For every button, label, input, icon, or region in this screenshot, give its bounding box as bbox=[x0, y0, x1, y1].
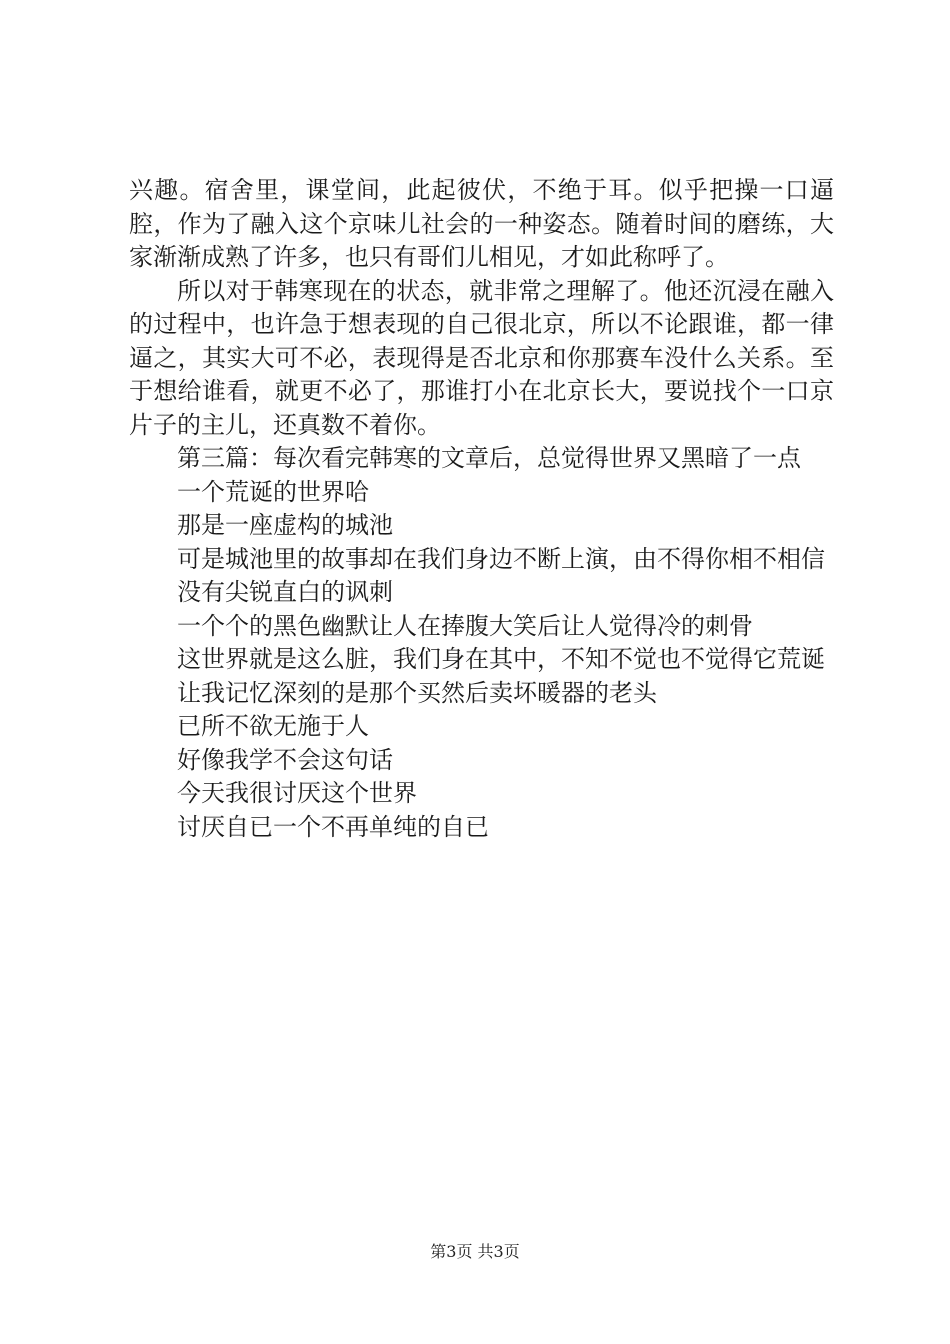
page-footer: 第3页 共3页 bbox=[430, 1242, 520, 1261]
poem-line-4: 没有尖锐直白的讽刺 bbox=[177, 578, 393, 606]
poem-line-2: 那是一座虚构的城池 bbox=[177, 511, 393, 539]
poem-line-6: 这世界就是这么脏，我们身在其中，不知不觉也不觉得它荒诞 bbox=[177, 645, 825, 673]
paragraph-1: 兴趣。宿舍里，课堂间，此起彼伏，不绝于耳。似乎把操一口逼腔，作为了融入这个京味儿社会的一种姿态。随着时间的磨练，大家渐渐成熟了许多，也只有哥们儿相见，才如此称呼了。 bbox=[129, 176, 834, 271]
poem-line-7: 让我记忆深刻的是那个买然后卖坏暖器的老头 bbox=[177, 678, 657, 707]
poem-line-5: 一个个的黑色幽默让人在捧腹大笑后让人觉得冷的刺骨 bbox=[177, 611, 753, 640]
section-heading: 第三篇：每次看完韩寒的文章后，总觉得世界又黑暗了一点 bbox=[177, 444, 801, 472]
poem-line-1: 一个荒诞的世界哈 bbox=[177, 477, 369, 506]
document-body bbox=[129, 174, 834, 844]
poem-line-11: 讨厌自已一个不再单纯的自已 bbox=[177, 812, 489, 841]
poem-line-10: 今天我很讨厌这个世界 bbox=[177, 779, 417, 807]
poem-line-9: 好像我学不会这句话 bbox=[177, 745, 393, 774]
paragraph-2: 所以对于韩寒现在的状态，就非常之理解了。他还沉浸在融入的过程中，也许急于想表现的自己很北京，所以不论跟谁，都一律逼之，其实大可不必，表现得是否北京和你那赛车没什么关系。至于想给谁看，就更不必了，那谁打小在北京长大，要说找个一口京片子的主儿，还真数不着你。 bbox=[129, 276, 834, 439]
poem-line-8: 已所不欲无施于人 bbox=[177, 712, 369, 740]
poem-line-3: 可是城池里的故事却在我们身边不断上演，由不得你相不相信 bbox=[177, 544, 825, 573]
